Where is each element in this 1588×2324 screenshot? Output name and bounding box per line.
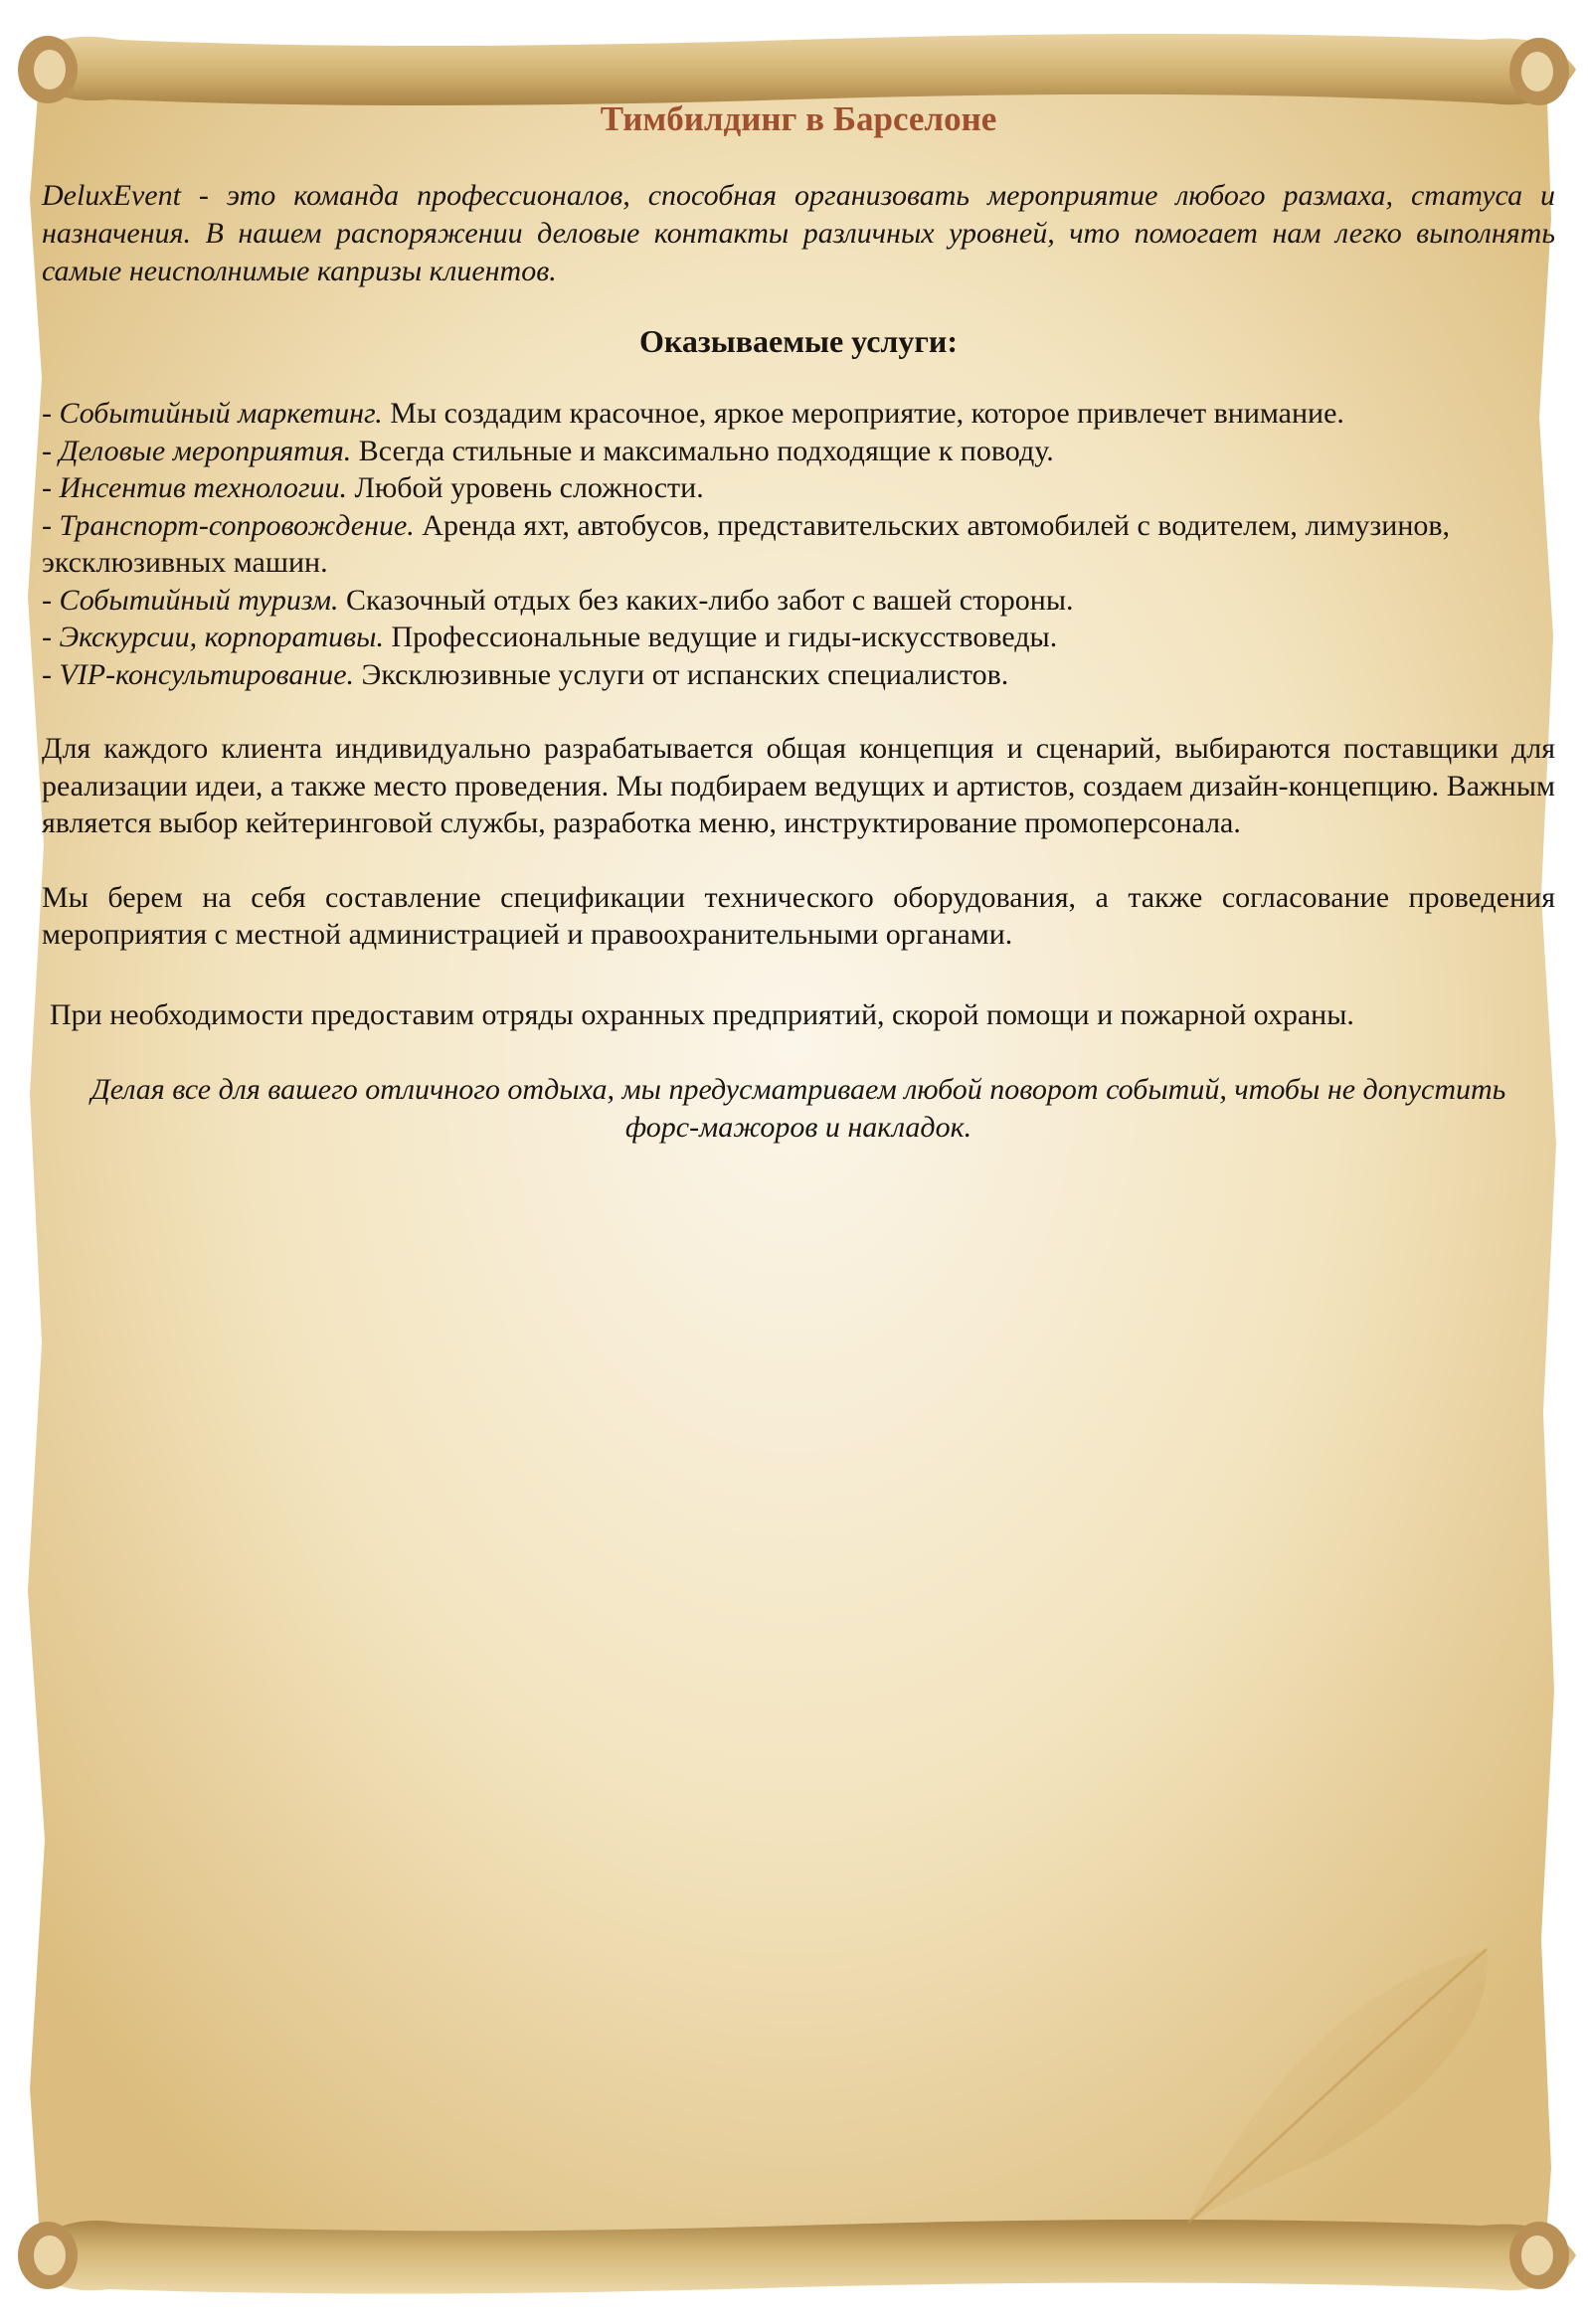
service-name: - Событийный маркетинг.: [42, 397, 383, 430]
document-body: [42, 99, 1555, 1146]
list-item: [42, 507, 1555, 582]
service-description: Мы создадим красочное, яркое мероприятие, которое привлечет внимание.: [382, 397, 1344, 430]
list-item: [42, 469, 1555, 507]
list-item: [42, 656, 1555, 694]
service-description: Всегда стильные и максимально подходящие к поводу.: [351, 434, 1054, 467]
service-name: - Транспорт-сопровождение.: [42, 508, 415, 542]
service-name: - Экскурсии, корпоративы.: [42, 621, 385, 653]
list-item: [42, 582, 1555, 620]
page-title: Тимбилдинг в Барселоне: [600, 99, 997, 138]
services-heading: Оказываемые услуги:: [639, 323, 958, 359]
service-description: Профессиональные ведущие и гиды-искусствоведы.: [384, 621, 1058, 653]
services-list: [42, 395, 1555, 693]
service-name: - Инсентив технологии.: [42, 471, 348, 504]
list-item: [42, 395, 1555, 433]
service-description: Аренда яхт, автобусов, представительских автомобилей с водителем, лимузинов, эксклюзивных машин.: [42, 508, 1451, 579]
concept-paragraph: Для каждого клиента индивидуально разрабатывается общая концепция и сценарий, выбираются поставщики для реализации идеи, а также место проведения. Мы подбираем ведущих и артистов, создаем дизайн-концепцию. Важным является выбор кейтеринговой службы, разработка меню, инструктирование промоперсонала.: [42, 732, 1555, 839]
closing-statement: Делая все для вашего отличного отдыха, мы предусматриваем любой поворот событий, чтобы не допустить форс-мажоров и накладок.: [90, 1073, 1506, 1144]
specification-paragraph: Мы берем на себя составление спецификации технического оборудования, а также согласование проведения мероприятия с местной администрацией и правоохранительными органами.: [42, 880, 1555, 951]
service-name: - VIP-консультирование.: [42, 657, 355, 691]
service-description: Сказочный отдых без каких-либо забот с вашей стороны.: [338, 583, 1074, 617]
service-name: - Деловые мероприятия.: [42, 434, 352, 467]
list-item: [42, 433, 1555, 470]
service-description: Любой уровень сложности.: [347, 471, 704, 504]
service-description: Эксклюзивные услуги от испанских специалистов.: [354, 657, 1009, 691]
security-paragraph: При необходимости предоставим отряды охранных предприятий, скорой помощи и пожарной охраны.: [50, 997, 1354, 1031]
list-item: [42, 619, 1555, 656]
service-name: - Событийный туризм.: [42, 583, 339, 617]
intro-paragraph: DeluxEvent - это команда профессионалов, способная организовать мероприятие любого размаха, статуса и назначения. В нашем распоряжении деловые контакты различных уровней, что помогает нам легко выполнять самые неисполнимые капризы клиентов.: [42, 179, 1555, 287]
